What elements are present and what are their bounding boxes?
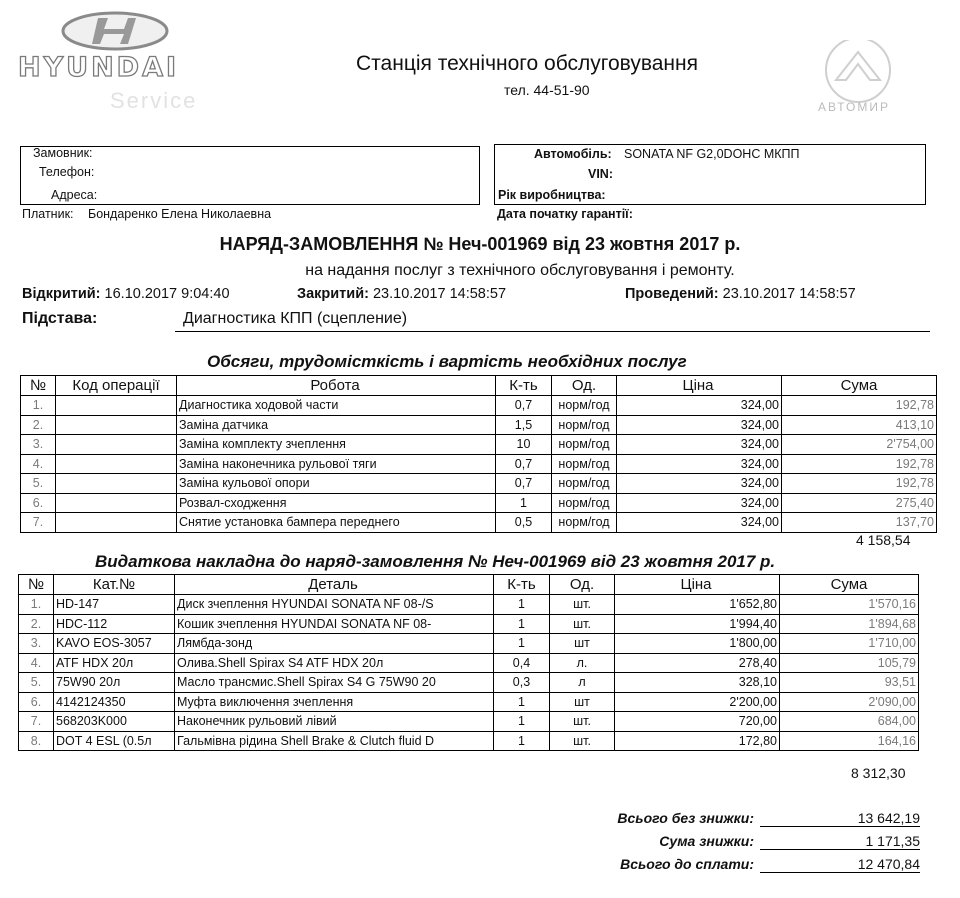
table-cell: 2'200,00 — [615, 692, 780, 712]
table-cell: Наконечник рульовий лівий — [175, 712, 494, 732]
station-name: Станція технічного обслуговування — [356, 52, 698, 75]
table-cell: 0,5 — [496, 513, 552, 533]
parts-header-cell: Деталь — [175, 575, 494, 595]
brand-name: HYUNDAI — [18, 52, 180, 83]
table-cell: 1 — [494, 692, 550, 712]
table-cell: л. — [550, 653, 615, 673]
table-cell: Лямбда-зонд — [175, 634, 494, 654]
table-cell: 1 — [494, 614, 550, 634]
table-cell: 1'994,40 — [615, 614, 780, 634]
table-cell: HD-147 — [54, 595, 175, 615]
table-cell: Заміна комплекту зчеплення — [177, 435, 496, 455]
table-cell: 275,40 — [782, 493, 937, 513]
table-cell: шт. — [550, 595, 615, 615]
table-cell: ATF HDX 20л — [54, 653, 175, 673]
services-title: Обсяги, трудомісткість і вартість необхідних послуг — [207, 352, 687, 371]
brand-subtitle: Service — [110, 88, 198, 113]
table-cell: 413,10 — [782, 415, 937, 435]
table-cell: норм/год — [552, 415, 617, 435]
table-cell: л — [550, 673, 615, 693]
discount-label: Сума знижки: — [659, 833, 754, 849]
table-cell: 0,7 — [496, 396, 552, 416]
table-cell: Гальмівна рідина Shell Brake & Clutch fluid D — [175, 731, 494, 751]
to-pay-value: 12 470,84 — [760, 856, 920, 873]
table-row — [19, 614, 919, 634]
parts-body — [19, 595, 919, 751]
table-cell: 105,79 — [780, 653, 919, 673]
services-total: 4 158,54 — [856, 532, 911, 548]
car-label: Автомобіль: — [534, 147, 612, 161]
parts-header-cell: Кат.№ — [54, 575, 175, 595]
table-cell: 1 — [494, 595, 550, 615]
table-cell: Олива.Shell Spirax S4 ATF HDX 20л — [175, 653, 494, 673]
table-cell: норм/год — [552, 435, 617, 455]
table-cell: 324,00 — [617, 493, 782, 513]
table-row — [19, 595, 919, 615]
table-row — [21, 493, 937, 513]
table-cell: Заміна датчика — [177, 415, 496, 435]
parts-header-cell: К-ть — [494, 575, 550, 595]
table-cell: 10 — [496, 435, 552, 455]
table-cell: Кошик зчеплення HYUNDAI SONATA NF 08- — [175, 614, 494, 634]
table-row — [19, 731, 919, 751]
table-cell: 75W90 20л — [54, 673, 175, 693]
parts-header-cell: Од. — [550, 575, 615, 595]
car-value: SONATA NF G2,0DOHC МКПП — [624, 147, 800, 161]
table-cell: шт. — [550, 614, 615, 634]
table-cell: 1'570,16 — [780, 595, 919, 615]
table-cell: 328,10 — [615, 673, 780, 693]
table-cell: шт — [550, 634, 615, 654]
table-row — [21, 396, 937, 416]
table-cell: норм/год — [552, 396, 617, 416]
table-cell: шт. — [550, 731, 615, 751]
services-body — [21, 396, 937, 533]
table-cell: 1 — [494, 712, 550, 732]
table-cell — [56, 493, 177, 513]
table-cell: 192,78 — [782, 474, 937, 494]
table-cell: 3. — [19, 634, 54, 654]
table-row — [21, 435, 937, 455]
table-cell: 0,4 — [494, 653, 550, 673]
table-cell — [56, 396, 177, 416]
table-cell: 4. — [19, 653, 54, 673]
table-row — [21, 454, 937, 474]
parts-title: Видаткова накладна до наряд-замовлення № Неч-001969 від 23 жовтня 2017 р. — [95, 552, 776, 571]
table-cell: 2'754,00 — [782, 435, 937, 455]
table-cell: 3. — [21, 435, 56, 455]
table-row — [21, 474, 937, 494]
basis-underline — [175, 331, 930, 332]
payer-value: Бондаренко Елена Николаевна — [88, 207, 272, 221]
table-row — [21, 415, 937, 435]
conducted-field — [625, 286, 856, 302]
table-cell: 1 — [494, 731, 550, 751]
opened-label: Відкритий: — [22, 286, 101, 302]
table-cell: 8. — [19, 731, 54, 751]
table-cell: 1 — [494, 634, 550, 654]
table-cell: 164,16 — [780, 731, 919, 751]
table-cell: HDC-112 — [54, 614, 175, 634]
table-cell: 0,3 — [494, 673, 550, 693]
table-cell: 1,5 — [496, 415, 552, 435]
table-cell: 324,00 — [617, 396, 782, 416]
table-cell: 1. — [21, 396, 56, 416]
table-cell — [56, 415, 177, 435]
table-cell: 0,7 — [496, 454, 552, 474]
to-pay-label: Всього до сплати: — [620, 856, 754, 872]
table-cell: Диагностика ходовой части — [177, 396, 496, 416]
table-cell: Масло трансмис.Shell Spirax S4 G 75W90 20 — [175, 673, 494, 693]
parts-header-row — [19, 575, 919, 595]
table-cell: 6. — [21, 493, 56, 513]
table-cell: 137,70 — [782, 513, 937, 533]
table-cell: Розвал-сходження — [177, 493, 496, 513]
table-cell — [56, 474, 177, 494]
dealer-logo-text: АВТОМИР — [818, 100, 890, 114]
table-cell: Диск зчеплення HYUNDAI SONATA NF 08-/S — [175, 595, 494, 615]
table-cell: 324,00 — [617, 435, 782, 455]
closed-value: 23.10.2017 14:58:57 — [372, 286, 507, 302]
services-header-cell: Од. — [552, 376, 617, 396]
table-cell: 4142124350 — [54, 692, 175, 712]
table-cell: Снятие установка бампера переднего — [177, 513, 496, 533]
services-header-cell: № — [21, 376, 56, 396]
table-cell: 684,00 — [780, 712, 919, 732]
station-phone: тел. 44-51-90 — [504, 82, 590, 98]
opened-field — [22, 286, 230, 302]
table-row — [19, 712, 919, 732]
services-header-cell: Ціна — [617, 376, 782, 396]
table-cell: 5. — [21, 474, 56, 494]
conducted-value: 23.10.2017 14:58:57 — [722, 286, 856, 302]
basis-value: Диагностика КПП (сцепление) — [183, 310, 408, 327]
parts-header-cell: Сума — [780, 575, 919, 595]
table-cell: 568203K000 — [54, 712, 175, 732]
order-subtitle: на надання послуг з технічного обслуговування і ремонту. — [305, 262, 735, 279]
table-cell: норм/год — [552, 474, 617, 494]
table-cell: 1. — [19, 595, 54, 615]
table-cell: 172,80 — [615, 731, 780, 751]
table-cell: 5. — [19, 673, 54, 693]
payer-label: Платник: — [22, 207, 74, 221]
table-cell: 7. — [19, 712, 54, 732]
hyundai-logo-icon — [60, 10, 170, 52]
closed-field — [297, 286, 506, 302]
table-cell: DOT 4 ESL (0.5л — [54, 731, 175, 751]
order-title: НАРЯД-ЗАМОВЛЕННЯ № Неч-001969 від 23 жовтня 2017 р. — [219, 234, 741, 254]
table-cell: 720,00 — [615, 712, 780, 732]
table-cell: 1'652,80 — [615, 595, 780, 615]
customer-label: Замовник: — [33, 146, 93, 160]
services-header-cell: К-ть — [496, 376, 552, 396]
services-header-row — [21, 376, 937, 396]
table-cell: 6. — [19, 692, 54, 712]
table-cell: норм/год — [552, 513, 617, 533]
table-cell: 324,00 — [617, 474, 782, 494]
table-cell: 2. — [19, 614, 54, 634]
table-cell: шт. — [550, 712, 615, 732]
table-cell: 2'090,00 — [780, 692, 919, 712]
services-header-cell: Код операції — [56, 376, 177, 396]
table-cell: 1'894,68 — [780, 614, 919, 634]
table-cell: 192,78 — [782, 454, 937, 474]
table-cell: 4. — [21, 454, 56, 474]
table-cell — [56, 435, 177, 455]
table-row — [19, 634, 919, 654]
basis-label: Підстава: — [22, 310, 98, 327]
table-cell: 1 — [496, 493, 552, 513]
table-cell: 192,78 — [782, 396, 937, 416]
table-cell — [56, 454, 177, 474]
table-cell: 0,7 — [496, 474, 552, 494]
parts-header-cell: № — [19, 575, 54, 595]
table-cell: 324,00 — [617, 454, 782, 474]
table-cell: Заміна наконечника рульової тяги — [177, 454, 496, 474]
table-cell: 93,51 — [780, 673, 919, 693]
table-cell: Муфта виключення зчеплення — [175, 692, 494, 712]
table-cell: 1'800,00 — [615, 634, 780, 654]
table-cell: 324,00 — [617, 415, 782, 435]
conducted-label: Проведений: — [625, 286, 719, 302]
parts-total: 8 312,30 — [851, 765, 906, 781]
no-discount-value: 13 642,19 — [760, 810, 920, 827]
customer-address-label: Адреса: — [51, 188, 98, 202]
table-cell: 324,00 — [617, 513, 782, 533]
table-row — [21, 513, 937, 533]
table-cell — [56, 513, 177, 533]
table-cell: норм/год — [552, 454, 617, 474]
parts-header-cell: Ціна — [615, 575, 780, 595]
warranty-label: Дата початку гарантії: — [497, 207, 633, 221]
table-cell: 278,40 — [615, 653, 780, 673]
table-cell: 1'710,00 — [780, 634, 919, 654]
no-discount-label: Всього без знижки: — [617, 810, 754, 826]
table-cell: шт — [550, 692, 615, 712]
opened-value: 16.10.2017 9:04:40 — [104, 286, 230, 302]
table-cell: Заміна кульової опори — [177, 474, 496, 494]
table-cell: норм/год — [552, 493, 617, 513]
table-row — [19, 653, 919, 673]
parts-table — [18, 574, 919, 751]
discount-value: 1 171,35 — [760, 833, 920, 850]
table-cell: 2. — [21, 415, 56, 435]
table-cell: 7. — [21, 513, 56, 533]
vin-label: VIN: — [588, 167, 613, 181]
table-row — [19, 692, 919, 712]
services-header-cell: Робота — [177, 376, 496, 396]
customer-phone-label: Телефон: — [39, 165, 95, 179]
table-row — [19, 673, 919, 693]
table-cell: KAVO EOS-3057 — [54, 634, 175, 654]
year-label: Рік виробництва: — [498, 188, 606, 202]
services-header-cell: Сума — [782, 376, 937, 396]
services-table — [20, 375, 937, 533]
closed-label: Закритий: — [297, 286, 369, 302]
